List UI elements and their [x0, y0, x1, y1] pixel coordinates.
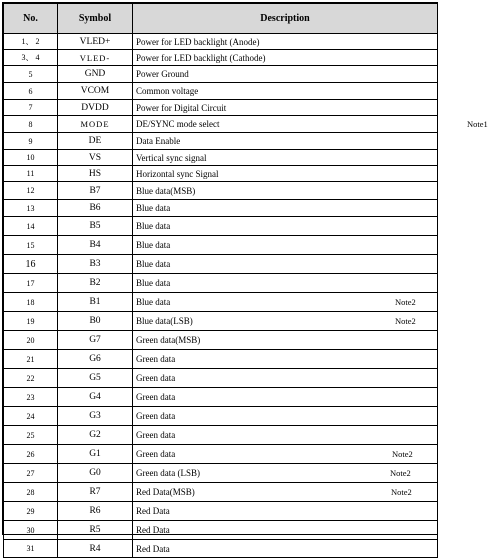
description-text: Red Data(MSB): [136, 487, 195, 497]
description-text: Green data(MSB): [136, 335, 201, 345]
pin-description-cell: [133, 236, 438, 255]
pin-number-cell: 17: [4, 274, 58, 293]
pin-description-cell: [133, 369, 438, 388]
pin-description-cell: [133, 34, 438, 50]
table-row: [4, 426, 438, 445]
table-row: [4, 502, 438, 521]
pin-description-cell: [133, 350, 438, 369]
pin-description-cell: [133, 426, 438, 445]
pin-symbol-cell: G5: [58, 369, 133, 388]
table-row: [4, 312, 438, 331]
table-row: [4, 217, 438, 236]
description-text: Vertical sync signal: [136, 152, 207, 163]
pin-description-cell: [133, 255, 438, 274]
pin-description-cell: [133, 388, 438, 407]
pin-symbol-cell: VS: [58, 150, 133, 166]
pin-symbol-cell: R4: [58, 540, 133, 558]
table-row: [4, 331, 438, 350]
pin-symbol-cell: G3: [58, 407, 133, 426]
description-text: Blue data(MSB): [136, 185, 196, 196]
pin-description-table: [3, 3, 488, 558]
description-text: Red Data: [136, 543, 170, 554]
table-row: [4, 445, 438, 464]
pin-number-cell: 31: [4, 540, 58, 558]
table-row: [4, 50, 438, 66]
note-reference: Note2: [395, 297, 416, 307]
pin-symbol-cell: B0: [58, 312, 133, 331]
note-reference: Note2: [390, 468, 411, 478]
table-row: [4, 388, 438, 407]
note-reference: Note2: [395, 316, 416, 326]
pin-symbol-cell: G6: [58, 350, 133, 369]
note-reference: Note2: [392, 449, 413, 459]
table-row: [4, 34, 438, 50]
table-row: [4, 369, 438, 388]
pin-number-cell: 7: [4, 100, 58, 116]
table-row: [4, 150, 438, 166]
pin-number-cell: 24: [4, 407, 58, 426]
table-row: [4, 521, 438, 540]
pin-symbol-cell: G4: [58, 388, 133, 407]
description-text: Blue data: [136, 297, 171, 307]
pin-symbol-cell: VLED+: [58, 34, 133, 50]
description-text: Horizontal sync Signal: [136, 168, 219, 179]
pin-number-cell: 6: [4, 83, 58, 100]
pin-symbol-cell: VLED-: [58, 50, 133, 66]
table-row: [4, 293, 438, 312]
header-no: No.: [4, 4, 58, 34]
table-row: [4, 464, 438, 483]
description-text: Data Enable: [136, 136, 181, 146]
table-row: [4, 255, 438, 274]
description-text: DE/SYNC mode select: [136, 119, 220, 129]
pin-symbol-cell: GND: [58, 66, 133, 83]
pin-symbol-cell: DVDD: [58, 100, 133, 116]
pin-number-cell: 23: [4, 388, 58, 407]
pin-number-cell: 29: [4, 502, 58, 521]
table-row: [4, 350, 438, 369]
pin-number-cell: 22: [4, 369, 58, 388]
table-row: [4, 236, 438, 255]
pin-symbol-cell: B4: [58, 236, 133, 255]
pin-symbol-cell: DE: [58, 133, 133, 150]
table-row: [4, 200, 438, 217]
pin-number-cell: 14: [4, 217, 58, 236]
pin-symbol-cell: R7: [58, 483, 133, 502]
table-body: [4, 34, 488, 558]
pin-symbol-cell: B5: [58, 217, 133, 236]
table-row: [4, 116, 438, 133]
pin-symbol-cell: G2: [58, 426, 133, 445]
pin-symbol-cell: R5: [58, 521, 133, 540]
pin-description-cell: [133, 66, 438, 83]
table-row: [4, 483, 438, 502]
table-row: [4, 83, 438, 100]
pin-number-cell: 5: [4, 66, 58, 83]
pin-description-cell: [133, 116, 488, 133]
pin-number-cell: 8: [4, 116, 58, 133]
pin-symbol-cell: R6: [58, 502, 133, 521]
pin-number-cell: 13: [4, 200, 58, 217]
table-row: [4, 540, 438, 558]
description-text: Blue data(LSB): [136, 316, 193, 326]
pin-description-cell: [133, 150, 438, 166]
description-text: Blue data: [136, 203, 171, 213]
pin-description-cell: [133, 521, 438, 540]
description-text: Power for Digital Circuit: [136, 102, 227, 113]
pin-number-cell: 25: [4, 426, 58, 445]
pin-symbol-cell: B6: [58, 200, 133, 217]
header-symbol: Symbol: [58, 4, 133, 34]
pin-description-cell: [133, 540, 438, 558]
pin-description-cell: [133, 464, 438, 483]
description-text: Green data: [136, 449, 176, 459]
note-reference: Note2: [391, 487, 412, 497]
pin-number-cell: 11: [4, 166, 58, 182]
description-text: Red Data: [136, 506, 170, 516]
pin-number-cell: 9: [4, 133, 58, 150]
pin-number-cell: 10: [4, 150, 58, 166]
pin-symbol-cell: HS: [58, 166, 133, 182]
description-text: Common voltage: [136, 86, 199, 96]
pin-number-cell: 1、 2: [4, 34, 58, 50]
description-text: Green data: [136, 411, 176, 421]
table-row: [4, 182, 438, 200]
description-text: Green data: [136, 354, 176, 364]
pin-symbol-cell: G7: [58, 331, 133, 350]
pin-description-cell: [133, 502, 438, 521]
note-reference: Note1: [467, 119, 488, 129]
pin-description-cell: [133, 100, 438, 116]
pin-number-cell: 30: [4, 521, 58, 540]
pin-number-cell: 20: [4, 331, 58, 350]
description-text: Blue data: [136, 259, 171, 269]
pin-number-cell: 3、 4: [4, 50, 58, 66]
description-text: Green data: [136, 392, 176, 402]
table-row: [4, 407, 438, 426]
description-text: Blue data: [136, 278, 171, 288]
pin-description-cell: [133, 312, 438, 331]
pin-symbol-cell: B7: [58, 182, 133, 200]
description-text: Green data: [136, 430, 176, 440]
pin-symbol-cell: MODE: [58, 116, 133, 133]
pin-description-cell: [133, 217, 438, 236]
description-text: Power Ground: [136, 69, 189, 79]
pin-symbol-cell: B3: [58, 255, 133, 274]
pin-description-cell: [133, 331, 438, 350]
pin-symbol-cell: B2: [58, 274, 133, 293]
description-text: Blue data: [136, 240, 171, 250]
pin-number-cell: 21: [4, 350, 58, 369]
pin-description-cell: [133, 200, 438, 217]
pin-description-cell: [133, 483, 438, 502]
pin-number-cell: 26: [4, 445, 58, 464]
table-row: [4, 66, 438, 83]
pin-description-cell: [133, 50, 438, 66]
pin-number-cell: 16: [4, 255, 58, 274]
pin-description-cell: [133, 293, 438, 312]
pin-number-cell: 19: [4, 312, 58, 331]
pin-number-cell: 28: [4, 483, 58, 502]
header-description: Description: [133, 4, 438, 34]
pin-symbol-cell: G1: [58, 445, 133, 464]
description-text: Blue data: [136, 221, 171, 231]
pin-description-cell: [133, 445, 438, 464]
pin-symbol-cell: B1: [58, 293, 133, 312]
table-row: [4, 100, 438, 116]
pin-number-cell: 18: [4, 293, 58, 312]
pin-description-cell: [133, 407, 438, 426]
table-header-row: [4, 4, 438, 34]
pin-number-cell: 12: [4, 182, 58, 200]
table-row: [4, 133, 438, 150]
pin-description-cell: [133, 83, 438, 100]
pin-symbol-cell: G0: [58, 464, 133, 483]
pin-description-cell: [133, 274, 438, 293]
pin-description-cell: [133, 166, 438, 182]
description-text: Red Data: [136, 525, 170, 535]
description-text: Power for LED backlight (Cathode): [136, 52, 266, 63]
description-text: Green data: [136, 373, 176, 383]
description-text: Power for LED backlight (Anode): [136, 36, 260, 47]
table-row: [4, 274, 438, 293]
description-text: Green data (LSB): [136, 468, 200, 478]
pin-description-cell: [133, 182, 438, 200]
pin-description-cell: [133, 133, 438, 150]
pin-symbol-cell: VCOM: [58, 83, 133, 100]
pin-table-frame: [2, 2, 488, 554]
table-row: [4, 166, 438, 182]
pin-number-cell: 27: [4, 464, 58, 483]
pin-number-cell: 15: [4, 236, 58, 255]
